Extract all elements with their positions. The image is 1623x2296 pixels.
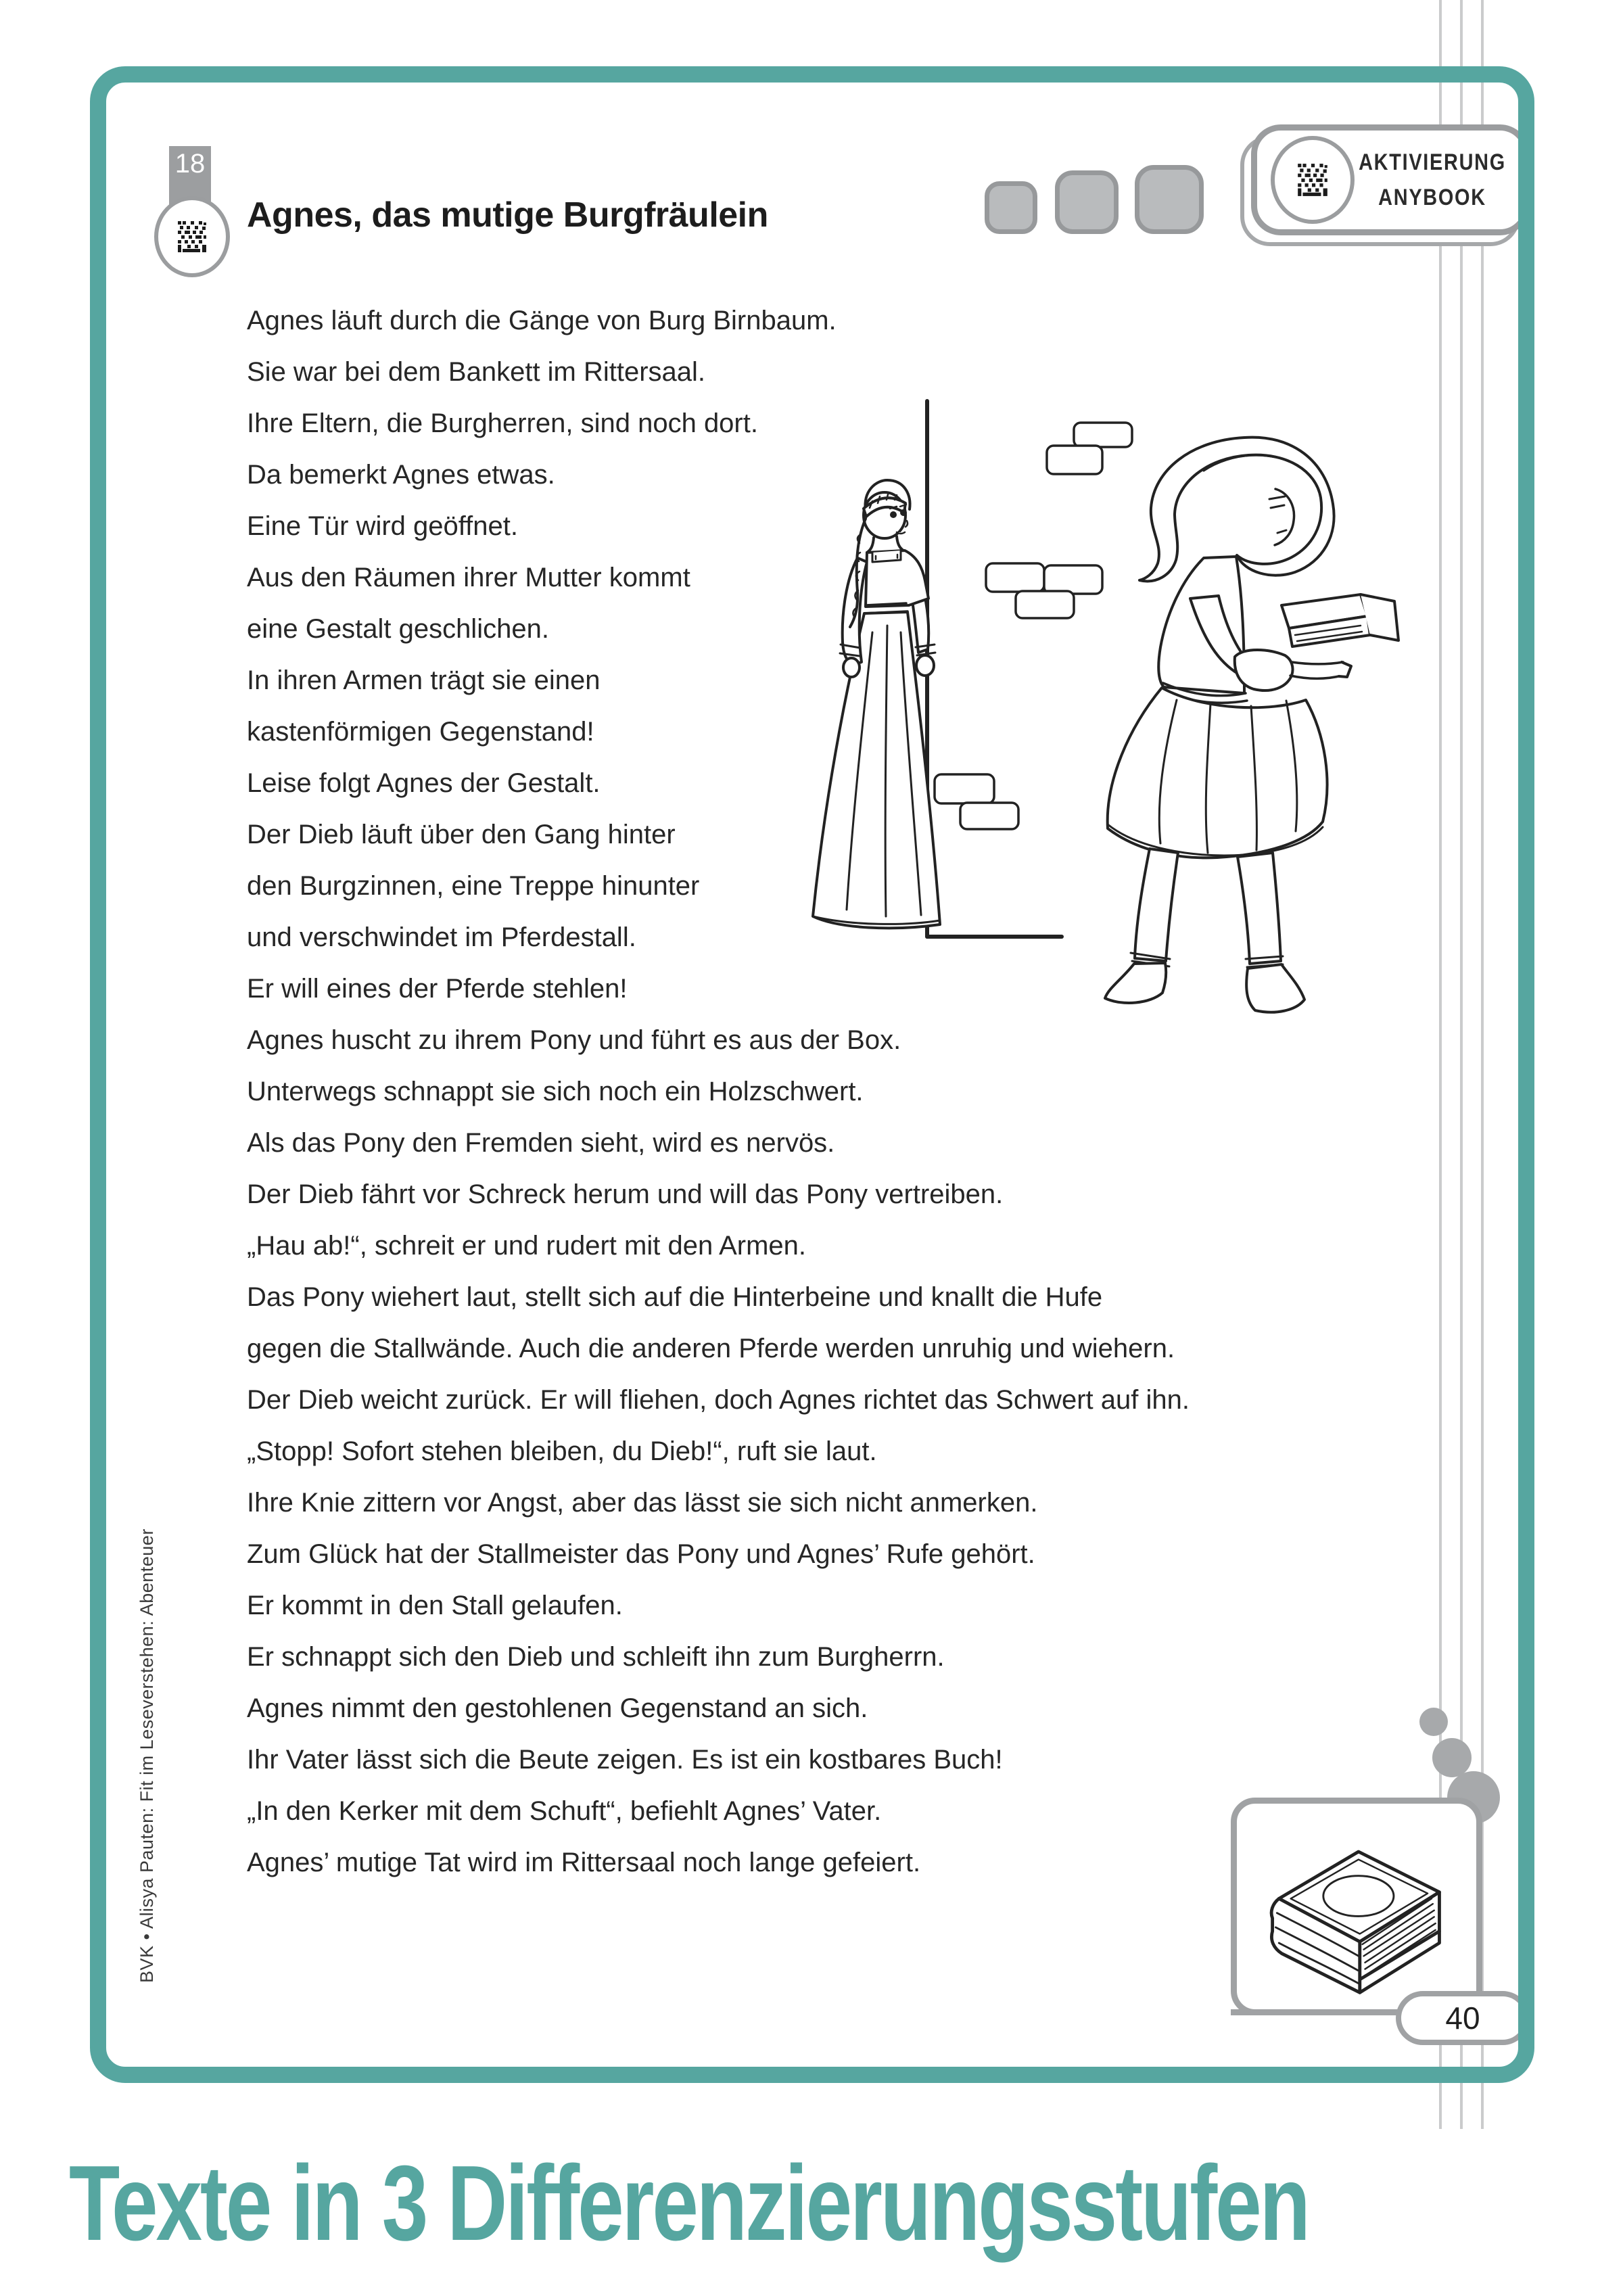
story-line: Der Dieb weicht zurück. Er will fliehen, doch Agnes richtet das Schwert auf ihn.	[247, 1385, 1190, 1415]
decorative-dot	[1419, 1708, 1448, 1736]
story-line: Sie war bei dem Bankett im Rittersaal.	[247, 357, 706, 387]
story-line: Agnes’ mutige Tat wird im Rittersaal noch lange gefeiert.	[247, 1848, 921, 1877]
story-line: Da bemerkt Agnes etwas.	[247, 460, 555, 490]
page-number: 40	[1445, 2000, 1480, 2036]
activation-pill	[1251, 124, 1530, 235]
story-text	[247, 295, 1190, 1888]
story-line: den Burgzinnen, eine Treppe hinunter	[247, 871, 700, 901]
anybook-code-icon	[1296, 162, 1329, 197]
story-line: „Hau ab!“, schreit er und rudert mit den Armen.	[247, 1231, 807, 1261]
story-line: Leise folgt Agnes der Gestalt.	[247, 768, 601, 798]
story-line: Ihre Eltern, die Burgherren, sind noch dort.	[247, 408, 758, 438]
lesson-number: 18	[174, 149, 206, 179]
decorative-dot	[1432, 1738, 1472, 1777]
page-title: Agnes, das mutige Burgfräulein	[247, 195, 768, 235]
story-line: In ihren Armen trägt sie einen	[247, 665, 601, 695]
story-line: Ihre Knie zittern vor Angst, aber das lässt sie sich nicht anmerken.	[247, 1488, 1038, 1518]
story-line: Der Dieb fährt vor Schreck herum und will das Pony vertreiben.	[247, 1179, 1004, 1209]
topic-icon-box	[1231, 1798, 1482, 2015]
story-line: Als das Pony den Fremden sieht, wird es nervös.	[247, 1128, 835, 1158]
story-line: Ihr Vater lässt sich die Beute zeigen. Es ist ein kostbares Buch!	[247, 1745, 1003, 1775]
story-line: Der Dieb läuft über den Gang hinter	[247, 820, 676, 849]
story-line: Er will eines der Pferde stehlen!	[247, 974, 628, 1004]
activation-label	[1355, 145, 1510, 215]
story-line: gegen die Stallwände. Auch die anderen Pferde werden unruhig und wiehern.	[247, 1334, 1175, 1363]
story-line: Aus den Räumen ihrer Mutter kommt	[247, 563, 690, 592]
story-line: Eine Tür wird geöffnet.	[247, 511, 518, 541]
story-line: Er kommt in den Stall gelaufen.	[247, 1591, 623, 1620]
anybook-code-icon	[177, 220, 208, 254]
activation-label-line1: AKTIVIERUNG	[1359, 149, 1506, 175]
difficulty-level-box-3	[1135, 165, 1204, 234]
difficulty-level-box-1	[985, 181, 1037, 234]
story-line: Unterwegs schnappt sie sich noch ein Holzschwert.	[247, 1077, 864, 1106]
story-line: Zum Glück hat der Stallmeister das Pony und Agnes’ Rufe gehört.	[247, 1539, 1035, 1569]
publisher-credit: BVK • Alisya Pauten: Fit im Leseverstehen: Abenteuer	[137, 1528, 157, 1983]
story-line: Agnes nimmt den gestohlenen Gegenstand an sich.	[247, 1693, 868, 1723]
story-line: und verschwindet im Pferdestall.	[247, 922, 636, 952]
page-number-pill	[1396, 1991, 1530, 2045]
book-icon	[1252, 1815, 1461, 1998]
activation-label-line2: ANYBOOK	[1378, 185, 1486, 210]
story-line: Agnes läuft durch die Gänge von Burg Birnbaum.	[247, 306, 837, 335]
anybook-code-circle	[1271, 136, 1355, 224]
story-line: „In den Kerker mit dem Schuft“, befiehlt Agnes’ Vater.	[247, 1796, 882, 1826]
story-line: „Stopp! Sofort stehen bleiben, du Dieb!“, ruft sie laut.	[247, 1436, 877, 1466]
story-line: eine Gestalt geschlichen.	[247, 614, 549, 644]
story-line: Er schnappt sich den Dieb und schleift ihn zum Burgherrn.	[247, 1642, 945, 1672]
difficulty-level-box-2	[1055, 170, 1119, 234]
story-line: kastenförmigen Gegenstand!	[247, 717, 594, 747]
anybook-code-circle	[154, 196, 230, 277]
story-line: Agnes huscht zu ihrem Pony und führt es aus der Box.	[247, 1025, 901, 1055]
caption-heading: Texte in 3 Differenzierungsstufen	[69, 2144, 1309, 2263]
story-line: Das Pony wiehert laut, stellt sich auf die Hinterbeine und knallt die Hufe	[247, 1282, 1103, 1312]
